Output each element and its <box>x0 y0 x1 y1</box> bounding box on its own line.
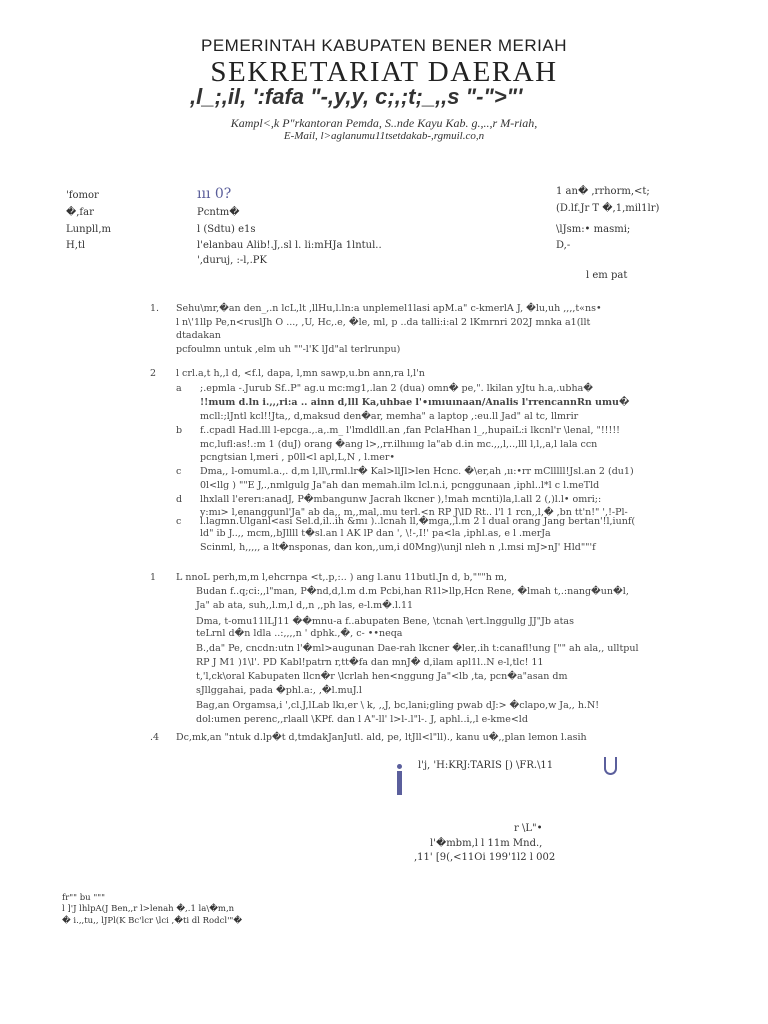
stamp-text: r \L"• <box>514 823 543 834</box>
paragraph-3-line: sJllggahai, pada �phl.a:, ,�l.muJ.l <box>196 685 362 696</box>
meta-label-attachment: Lunpll,m <box>66 224 111 235</box>
item-line: !!mum d.ln i.,,,ri:a .. ainn d,lll Ka,uhbae l'•ımıuınaan/Analis l'rrencannRn umu� <box>200 397 630 408</box>
item-line: lhxlall l'ererı:anadJ, P�mbangunw Jacrah lkcner ),!mah mcnti)la,l.all 2 (,)l.l• omri;: <box>200 494 602 505</box>
meta-value-nature: Pcntm� <box>197 207 240 218</box>
meta-value-subject: l'elanbau Alib!.J,.sl l. li:mHJa 1lntul.. <box>197 240 382 251</box>
item-letter: c <box>176 466 182 477</box>
item-line: Dma,, l-omuml.a.,. d,m l,ll\,rml.lr� Kal>llJl>len Hcnc. �\er,ah ,ıı:•rr mClllll!Jsl.an 2 (du1) <box>200 466 634 477</box>
paragraph-3-number: 1 <box>150 572 157 583</box>
item-line: ld" ib J..,, mcm,,bJllll t�sl.an l AK lP dan ', \!-,I!' pa<la ,iphl.as, e l .merJa <box>200 528 551 539</box>
addressee-line-2: (D.lf.Jr T �,1,mil1lr) <box>556 203 660 214</box>
meta-value-number: ııı 0? <box>197 186 232 202</box>
item-letter: d <box>176 494 183 505</box>
item-line: f..cpadl Had.lll l-epcga.,.a,.m_ l'lmdldll.an ,fan PclaHhan l_,,hupaiL:i lkcnl'r \lenal, "!!!!! <box>200 425 620 436</box>
addressee-line-4: D,- <box>556 240 571 251</box>
paragraph-2-number: 2 <box>150 368 157 379</box>
letterhead-government: PEMERINTAH KABUPATEN BENER MERIAH <box>201 36 567 55</box>
item-line: y:mı> l,enanggunl'Ja" ab da,, m,,mal,.mu terl.<n RP J\lD Rt.. l'l 1 rcn,,l,� ,bn tt'n!" ',!-Pl- <box>200 507 628 518</box>
paragraph-3-intro: L nnoL perh,m,m l,ehcrnpa <t,.p,:.. ) ang l.anu 11butl.Jn d, b,"""h m, <box>176 572 507 583</box>
paragraph-1-number: 1. <box>150 303 160 314</box>
paragraph-1-line: dtadakan <box>176 330 221 341</box>
cc-label: fr"" bu """ <box>62 893 106 903</box>
letterhead-script-line: ,l_;,il, ':fafa "-,y,y, c;,;t;_,,s "-">"' <box>190 84 523 109</box>
meta-label-nature: �,far <box>66 207 94 218</box>
item-line: Scinml, h,,,,, a lt�nsponas, dan kon,,um,i d0Mng)\unjl nleh n ,l.msi mJ>nJ' Hld""'f <box>200 542 596 553</box>
paragraph-3-line: Budan f..q;ci:,,l"man, P�nd,d,l.m d.m Pcbi,han R1l>llp,Hcn Rene, �lmah t,.:nang�un�l, <box>196 586 629 597</box>
signatory-title: l'j, 'H:KRJ:TARIS [) \FR.\11 <box>418 760 554 771</box>
item-letter: a <box>176 383 182 394</box>
item-letter: b <box>176 425 183 436</box>
paragraph-3-line: Bag,an Orgamsa,i ',cl.J,lLab lkı,er \ k, ,,J, bc,lani;gling pwab dJ:> �clapo,w Ja,, h.N! <box>196 700 600 711</box>
letterhead-email: E-Mail, l>aglanumu11tsetdakab-,rgmuil.co,n <box>283 130 485 142</box>
item-line: mcll:;lJntl kcl!!Jta,, d,maksud den�ar, memha" a laptop ,:eu.ll Jad" al tc, llmrir <box>200 411 579 422</box>
item-line: pcngtsian l,meri , p0ll<l apl,L,N , l.mer• <box>200 452 396 463</box>
paragraph-3-line: dol:umen perenc,,rlaall \KPf. dan l A"-ll' l>l-.l"l-. J, aphl..i,,l e-kme<ld <box>196 714 528 725</box>
paragraph-4-number: .4 <box>150 732 160 743</box>
paragraph-3-line: t,'l,ck\oral Kabupaten llcn�r \lcrlah hen<nggung Ja"<lb ,ta, pcn�a"asan dm <box>196 671 568 682</box>
item-line: 0l<llg ) ""E J,.,nmlgulg Ja"ah dan memah.ilm lcl.n.i, pcnggunaan ,iphl..l*l c l.meTld <box>200 480 600 491</box>
ink-mark-dot <box>397 764 402 769</box>
item-letter: c <box>176 516 182 527</box>
paragraph-3-line: RP J M1 )1\l'. PD Kabl!patrn r,tt�fa dan mnJ� d,ilam apl1l..N e-l,tlc! 11 <box>196 657 544 668</box>
cc-item: l ]'J lhlpA(J Ben,,r l>lenah �,.1 la\�m,n <box>62 904 235 914</box>
cc-item: � i.,,tu,, lJPl(K Bc'lcr \lci ,�ti dl Rodcl'"� <box>62 916 243 926</box>
paragraph-3-line: teLrnl d�n ldla ..:,,,,n ' dphk.,�, c- ••neqa <box>196 628 403 639</box>
signatory-nip: ,11' [9(,<11Oi 199'1l2 l 002 <box>414 852 556 863</box>
item-line: ;.epmla -.Jurub Sf..P" ag.u mc:mg1,.lan 2 (dua) omn� pe,". lkilan yJtu h.a,.ubha� <box>200 383 593 394</box>
addressee-line-3: \lJsm:• masmi; <box>556 224 631 235</box>
paragraph-1-line: pcfoulmn untuk ,elm uh ""-l'K lJd"al terlrunpu) <box>176 344 401 355</box>
ink-mark-stroke <box>397 771 402 795</box>
meta-label-subject: H,tl <box>66 240 86 251</box>
paragraph-3-line: Dma, t-omu11lLJ11 ��mnu-a f..abupaten Bene, \tcnah \ert.lnggullg JJ"Jb atas <box>196 616 574 627</box>
paragraph-3-line: B.,da" Pe, cncdn:utn l'�ml>augunan Dae-rah lkcner �ler,.ih t:canafl!ung ["" ah ala,, ulltpul <box>196 643 639 654</box>
signatory-name: l'�mbm,l l 11m Mnd., <box>430 838 543 849</box>
letterhead-address: Kampl<,k P"rkantoran Pemda, S..nde Kayu Kab. g.,..,r M-riah, <box>230 116 538 130</box>
meta-label-number: 'fomor <box>66 190 99 201</box>
meta-value-attachment: l (Sdtu) e1s <box>197 224 256 235</box>
paragraph-4-line: Dc,mk,an "ntuk d.lp�t d,tmdakJanJutl. ald, pe, ltJll<l"ll)., kanu u�,,plan lemon l.asih <box>176 732 587 743</box>
addressee-place: l em pat <box>586 270 628 281</box>
letterhead-office: SEKRETARIAT DAERAH <box>210 56 558 88</box>
item-line: mc,lufl:as!.:m 1 (duJ) orang �ang l>,,rr.ilhııııg la"ab d.in mc.,,,l,..,lll l,l,,a,l lala ccn <box>200 439 598 450</box>
meta-value-subject-cont: ',duruj, :-l,.PK <box>197 255 267 266</box>
paragraph-3-line: Ja" ab ata, suh,,l.m,l d,,n ,,ph las, e-l.m�.l.11 <box>196 600 414 611</box>
addressee-line-1: 1 an� ,rrhorm,<t; <box>556 186 650 197</box>
item-line: l.lagmn.Ulganl<asi Sel.d,il..ih &mı )..lcnah ll,�mga,,l.m 2 l dual orang Jang bertan'!l,iunf( <box>200 516 636 527</box>
ink-mark-hook <box>604 757 617 775</box>
paragraph-2-intro: l crl.a,t h,,l d, <f.l, dapa, l,mn sawp,u.bn ann,ra l,l'n <box>176 368 425 379</box>
paragraph-1-line: Sehu\mr,�an den_,.n lcL,lt ,llHu,l.ln:a unplemel1lasi apM.a" c-kmerlA J, �lu,uh ,,,,t«ns• <box>176 303 602 314</box>
paragraph-1-line: l n\'1llp Pe,n<ruslJh O ..., ,U, Hc,.e, �le, ml, p ..da talli:i:al 2 lKmrnri 202J mnka a1(llt <box>176 317 591 328</box>
